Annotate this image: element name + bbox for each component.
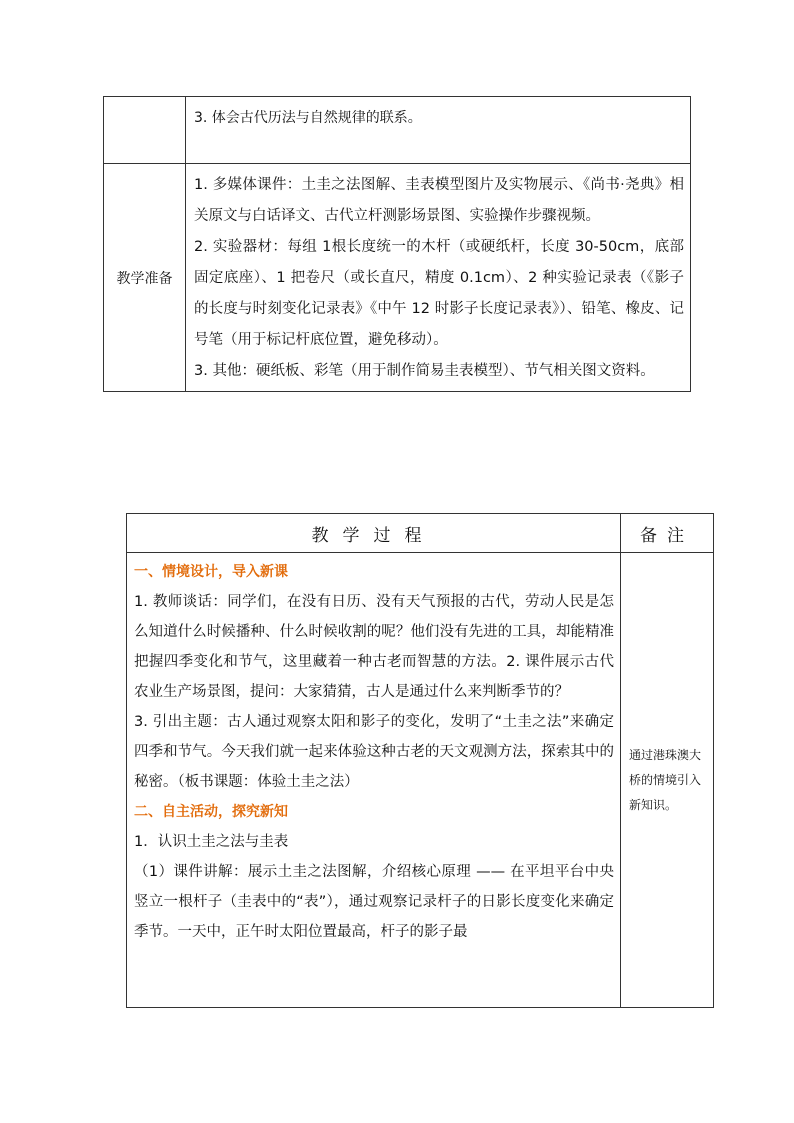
paragraph-topic-intro: 3. 引出主题：古人通过观察太阳和影子的变化，发明了“土圭之法”来确定四季和节气。今天我们就一起来体验这种古老的天文观测方法，探索其中的秘密。（板书课题：体验土圭之法）	[134, 714, 614, 790]
notes-header: 备注	[621, 514, 714, 553]
section1-title: 一、情境设计，导入新课	[134, 564, 288, 580]
teaching-preparation-table	[103, 96, 691, 392]
teaching-process-table	[126, 513, 714, 1008]
process-content-cell	[127, 553, 621, 1008]
prep-item-multimedia: 1. 多媒体课件：土圭之法图解、圭表模型图片及实物展示、《尚书·尧典》相关原文与白话译文、古代立杆测影场景图、实验操作步骤视频。	[194, 177, 684, 224]
paragraph-explanation: （1）课件讲解：展示土圭之法图解，介绍核心原理 —— 在平坦平台中央竖立一根杆子（圭表中的“表”），通过观察记录杆子的日影长度变化来确定季节。一天中，正午时太阳位置最高，杆子的影子最	[134, 864, 614, 940]
paragraph-teacher-talk: 1. 教师谈话：同学们，在没有日历、没有天气预报的古代，劳动人民是怎么知道什么时候播种、什么时候收割的呢？他们没有先进的工具，却能精准把握四季变化和节气，这里藏着一种古老而智慧的方法。2. 课件展示古代农业生产场景图，提问：大家猜猜，古人是通过什么来判断季节的？	[134, 594, 614, 700]
process-content	[127, 553, 620, 1007]
paragraph-subheading: 1．认识土圭之法与圭表	[134, 834, 289, 850]
prep-item-equipment: 2. 实验器材：每组 1根长度统一的木杆（或硬纸杆，长度 30-50cm，底部固定底座）、1 把卷尺（或长直尺，精度 0.1cm）、2 种实验记录表（《影子的长度与时刻变化记录表》《中午 12 时影子长度记录表》）、铅笔、橡皮、记号笔（用于标记杆底位置，避免移动）。	[194, 239, 684, 348]
process-header: 教学过程	[127, 514, 621, 553]
preparation-label: 教学准备	[104, 164, 186, 392]
preparation-content	[186, 164, 691, 392]
note-cell: 通过港珠澳大桥的情境引入新知识。	[621, 553, 714, 1008]
section2-title: 二、自主活动，探究新知	[134, 804, 288, 820]
empty-label-cell	[104, 97, 186, 164]
objective-text: 3. 体会古代历法与自然规律的联系。	[186, 97, 691, 164]
prep-item-other: 3. 其他：硬纸板、彩笔（用于制作简易圭表模型）、节气相关图文资料。	[194, 363, 655, 379]
